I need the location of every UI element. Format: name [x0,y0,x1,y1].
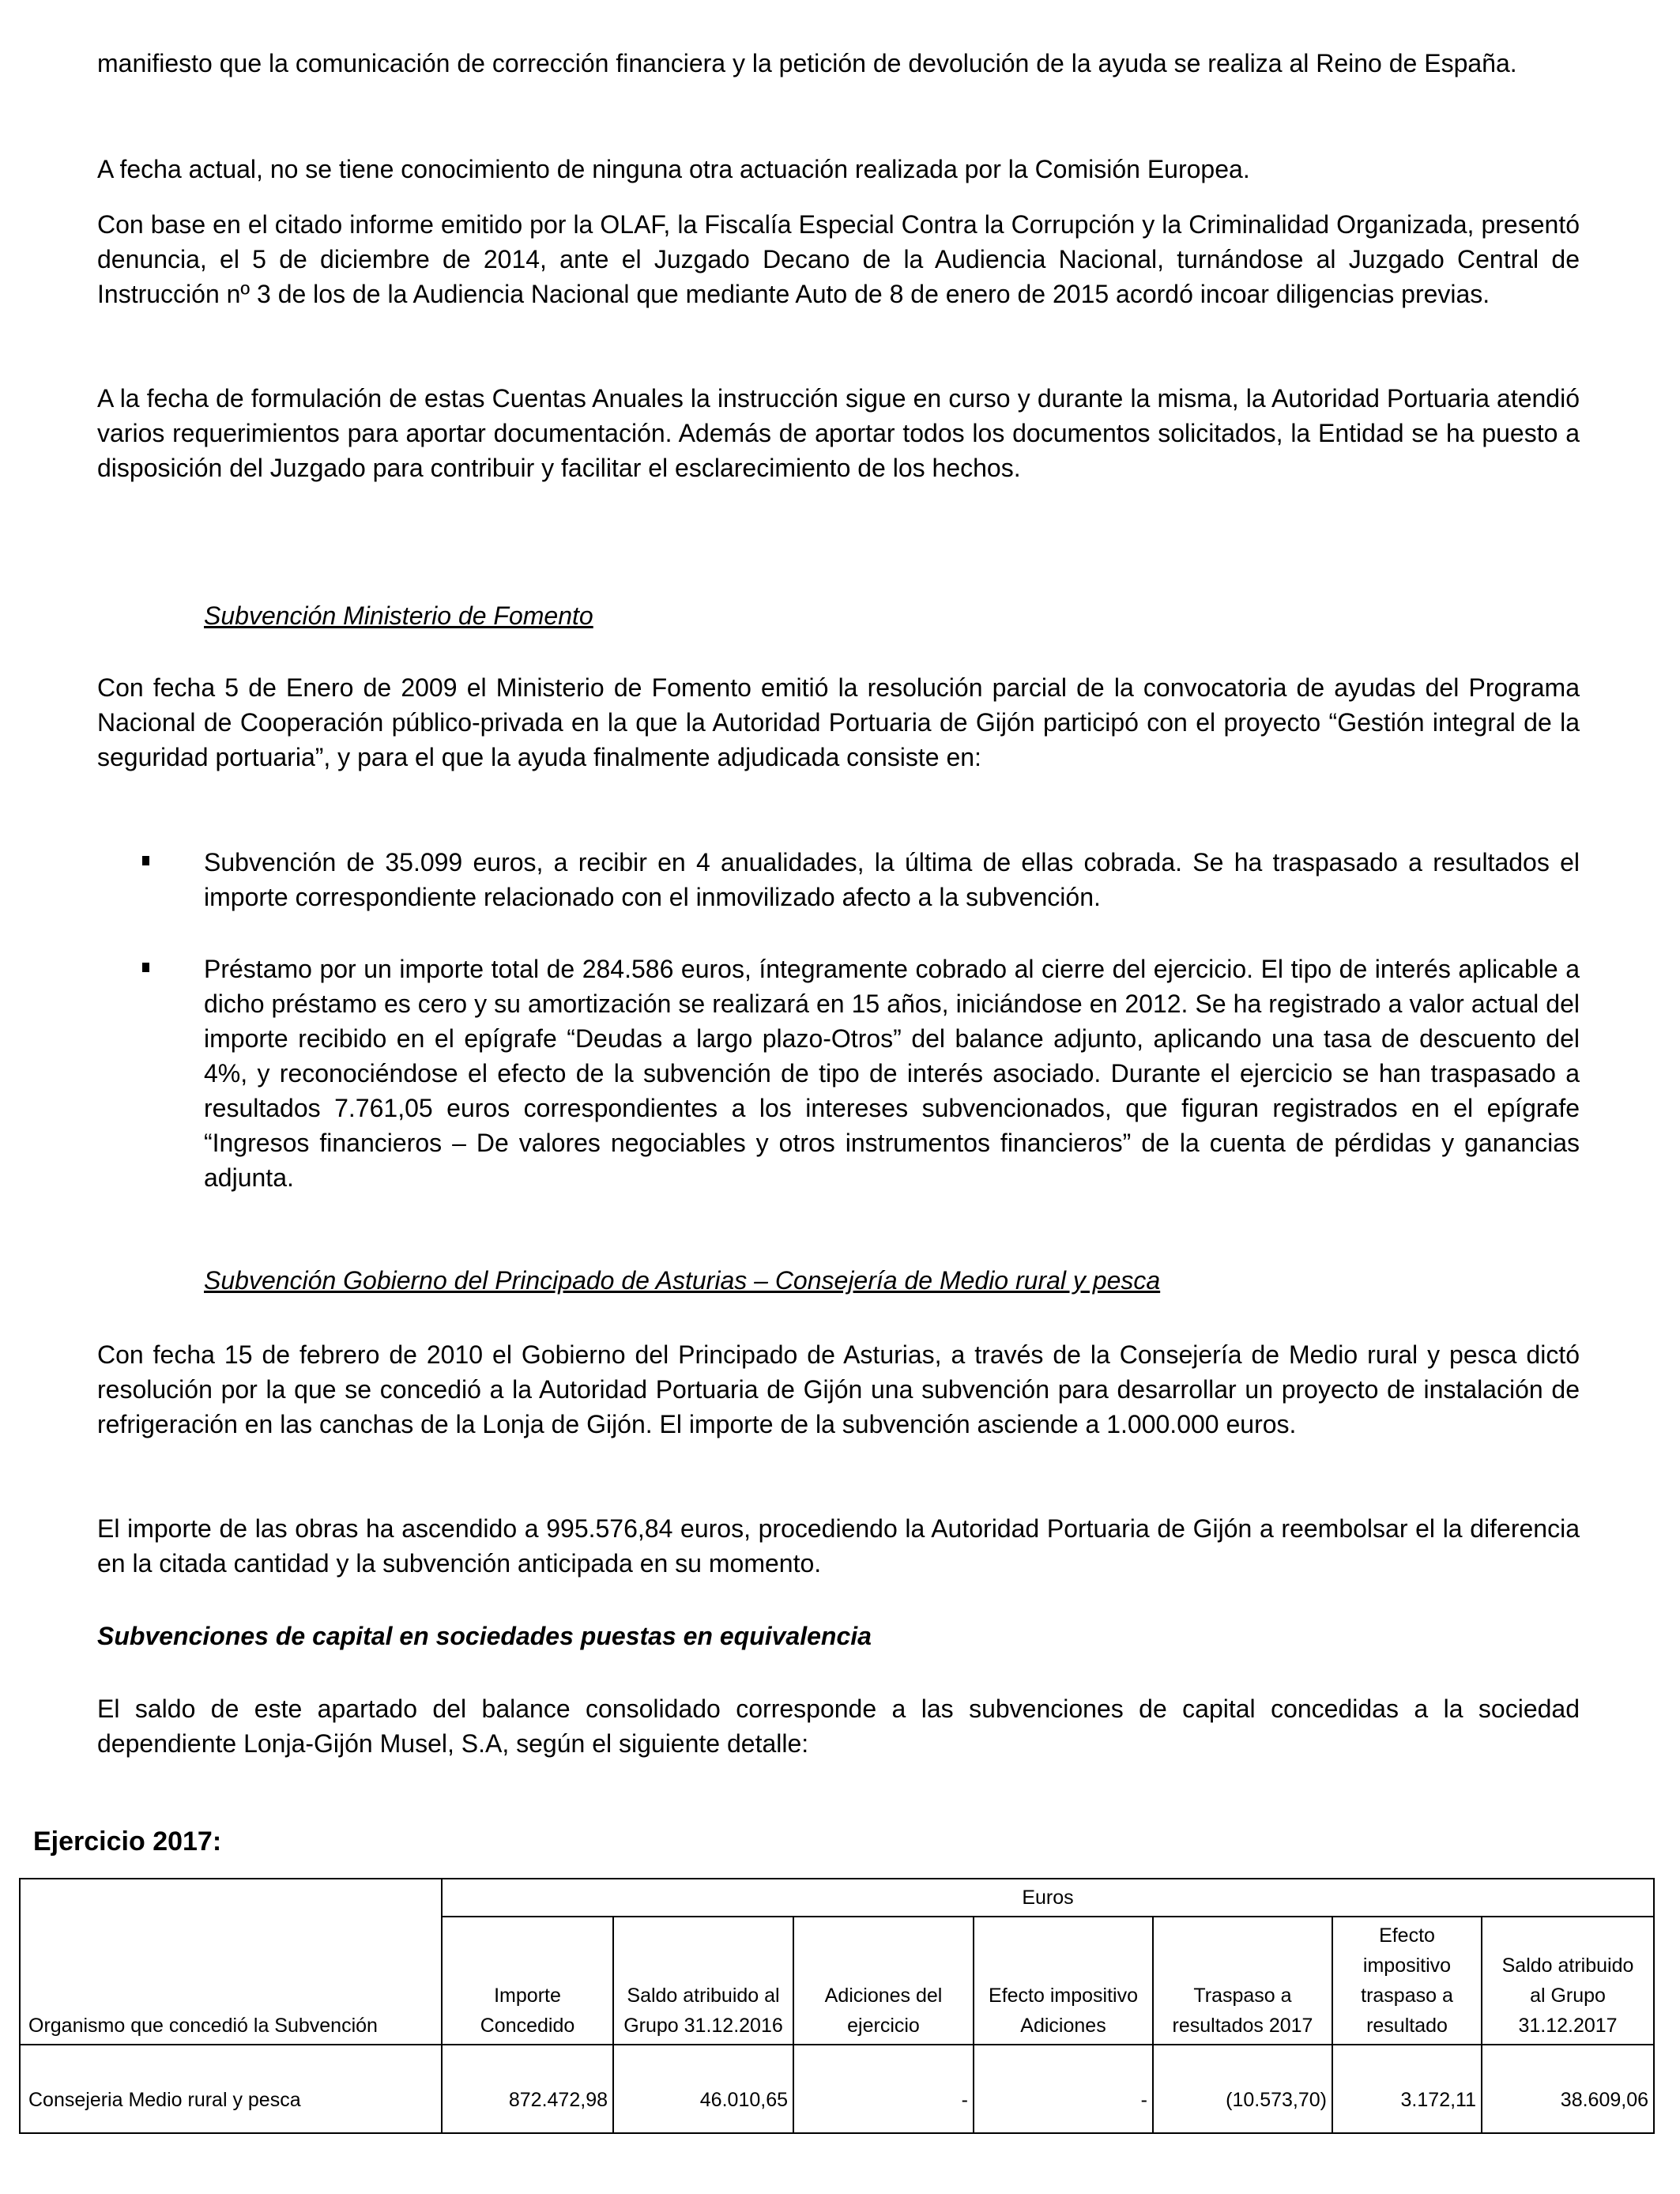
table-cell-importe-concedido: 872.472,98 [442,2045,613,2133]
paragraph-fomento-resolucion: Con fecha 5 de Enero de 2009 el Ministerio de Fomento emitió la resolución parcial de la convocatoria de ayudas del Programa Nacional de Cooperación público-privada en la que la Autoridad Portuaria de Gijón participó con el proyecto “Gestión integral de la seguridad portuaria”, y para el que la ayuda finalmente adjudicada consiste en: [97,673,1580,771]
bullet-text: Subvención de 35.099 euros, a recibir en 4 anualidades, la última de ellas cobrada. Se ha traspasado a resultados el importe correspondiente relacionado con el inmovilizado afecto a la subvención. [204,848,1580,911]
bullet-item-subvencion [142,845,1580,914]
table-group-header-row [20,1879,1654,1917]
paragraph-asturias-resolucion: Con fecha 15 de febrero de 2010 el Gobierno del Principado de Asturias, a través de la Consejería de Medio rural y pesca dictó resolución por la que se concedió a la Autoridad Portuaria de Gijón una subvención para desarrollar un proyecto de instalación de refrigeración en las canchas de la Lonja de Gijón. El importe de la subvención asciende a 1.000.000 euros. [97,1340,1580,1438]
table-header-importe-concedido: Importe Concedido [442,1917,613,2045]
table-header-row [20,1917,1654,2045]
table-header-saldo-2017: Saldo atribuido al Grupo 31.12.2017 [1482,1917,1654,2045]
table-header-traspaso-resultados: Traspaso a resultados 2017 [1153,1917,1332,2045]
table-header-organismo: Organismo que concedió la Subvención [20,1917,442,2045]
heading-subvenciones-equivalencia: Subvenciones de capital en sociedades puestas en equivalencia [97,1622,872,1650]
table-header-adiciones: Adiciones del ejercicio [793,1917,974,2045]
heading-subvencion-asturias: Subvención Gobierno del Principado de Asturias – Consejería de Medio rural y pesca [204,1266,1161,1295]
bullet-text: Préstamo por un importe total de 284.586 euros, íntegramente cobrado al cierre del ejercicio. El tipo de interés aplicable a dicho préstamo es cero y su amortización se realizará en 15 años, iniciándose en 2012. Se ha registrado a valor actual del importe recibido en el epígrafe “Deudas a largo plazo-Otros” del balance adjunto, aplicando una tasa de descuento del 4%, y reconociéndose el efecto de la subvención de tipo de interés asociado. Durante el ejercicio se han traspasado a resultados 7.761,05 euros correspondientes a los intereses subvencionados, que figuran registrados en el epígrafe “Ingresos financieros – De valores negociables y otros instrumentos financieros” de la cuenta de pérdidas y ganancias adjunta. [204,955,1580,1192]
table-header-efecto-adiciones: Efecto impositivo Adiciones [974,1917,1153,2045]
table-cell-saldo-2016: 46.010,65 [613,2045,793,2133]
paragraph-saldo-apartado: El saldo de este apartado del balance consolidado corresponde a las subvenciones de capital concedidas a la sociedad dependiente Lonja-Gijón Musel, S.A, según el siguiente detalle: [97,1695,1580,1758]
table-cell-adiciones: - [793,2045,974,2133]
paragraph-correccion-financiera: manifiesto que la comunicación de corrección financiera y la petición de devolución de la ayuda se realiza al Reino de España. [97,49,1517,77]
table-row [20,2045,1654,2133]
square-bullet-icon [142,963,149,972]
table-header-efecto-traspaso: Efecto impositivo traspaso a resultado [1332,1917,1482,2045]
subvenciones-table [19,1878,1655,2134]
table-header-empty-cell [20,1879,442,1917]
heading-subvencion-fomento: Subvención Ministerio de Fomento [204,601,593,630]
paragraph-olaf-denuncia: Con base en el citado informe emitido por la OLAF, la Fiscalía Especial Contra la Corrupción y la Criminalidad Organizada, presentó denuncia, el 5 de diciembre de 2014, ante el Juzgado Decano de la Audiencia Nacional, turnándose al Juzgado Central de Instrucción nº 3 de los de la Audiencia Nacional que mediante Auto de 8 de enero de 2015 acordó incoar diligencias previas. [97,210,1580,308]
paragraph-instruccion-curso: A la fecha de formulación de estas Cuentas Anuales la instrucción sigue en curso y durante la misma, la Autoridad Portuaria atendió varios requerimientos para aportar documentación. Además de aportar todos los documentos solicitados, la Entidad se ha puesto a disposición del Juzgado para contribuir y facilitar el esclarecimiento de los hechos. [97,384,1580,482]
square-bullet-icon [142,856,149,865]
heading-ejercicio-2017: Ejercicio 2017: [33,1826,222,1857]
table-cell-traspaso-resultados: (10.573,70) [1153,2045,1332,2133]
table-cell-organismo: Consejeria Medio rural y pesca [20,2045,442,2133]
table-cell-efecto-traspaso: 3.172,11 [1332,2045,1482,2133]
paragraph-fecha-actual: A fecha actual, no se tiene conocimiento de ninguna otra actuación realizada por la Comisión Europea. [97,155,1250,183]
table-header-saldo-2016: Saldo atribuido al Grupo 31.12.2016 [613,1917,793,2045]
table-cell-efecto-adiciones: - [974,2045,1153,2133]
paragraph-importe-obras: El importe de las obras ha ascendido a 995.576,84 euros, procediendo la Autoridad Portuaria de Gijón a reembolsar el la diferencia en la citada cantidad y la subvención anticipada en su momento. [97,1514,1580,1578]
bullet-item-prestamo [142,952,1580,1195]
table-header-euros: Euros [442,1879,1654,1917]
table-cell-saldo-2017: 38.609,06 [1482,2045,1654,2133]
